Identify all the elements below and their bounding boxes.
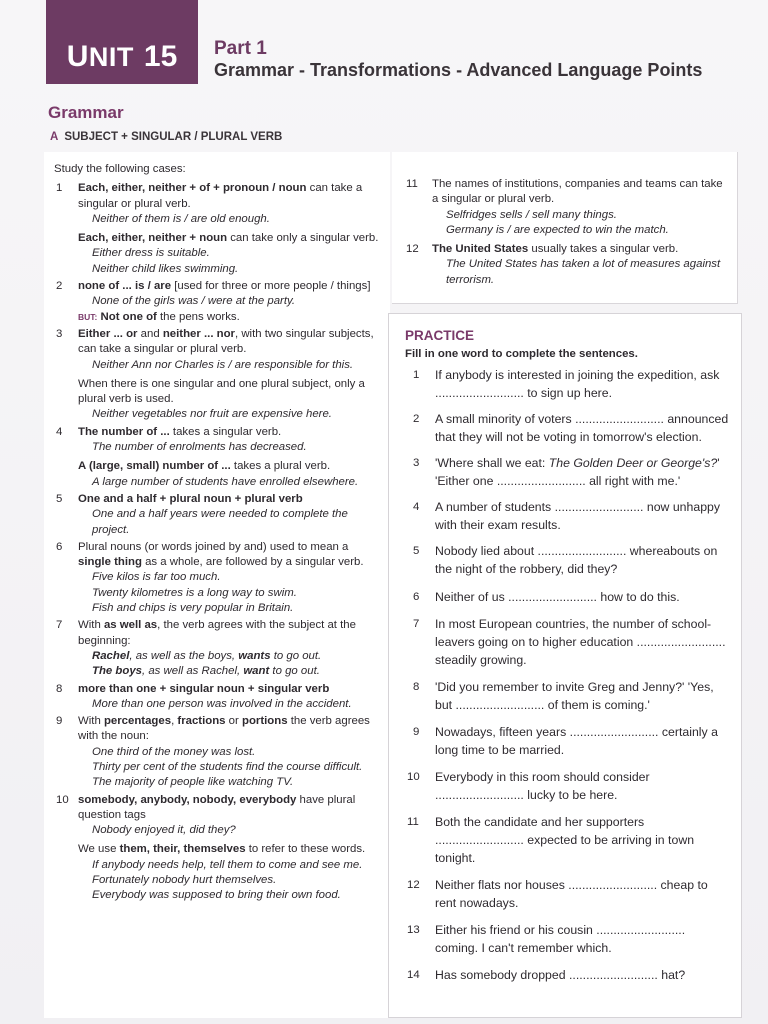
question-text: Neither of us .......................... how to do this.: [435, 590, 680, 604]
rule-4: [54, 425, 384, 490]
question-text: 'Did you remember to invite Greg and Jenny?' 'Yes, but .......................... of them is coming.': [435, 680, 714, 712]
rule-text: none of ... is / are [used for three or more people / things]: [78, 280, 371, 293]
rule-text: With as well as, the verb agrees with the subject at the beginning:: [78, 619, 356, 647]
question-text: Nobody lied about .......................... whereabouts on the night of the robbery, did they?: [435, 544, 718, 576]
practice-question: [405, 588, 729, 606]
rule-example: More than one person was involved in the accident.: [92, 697, 352, 710]
rule-example: The majority of people like watching TV.: [92, 776, 294, 789]
practice-instruction: Fill in one word to complete the sentences.: [405, 348, 638, 360]
practice-question: [405, 768, 729, 804]
rule-example: One and a half years were needed to complete the project.: [92, 508, 348, 536]
rule-example: The boys, as well as Rachel, want to go out.: [92, 665, 320, 678]
rule-3: [54, 327, 384, 423]
question-text: Neither flats nor houses .......................... cheap to rent nowadays.: [435, 878, 708, 910]
rule-7: [54, 618, 384, 679]
rule-number: 11: [406, 178, 418, 190]
question-text: Both the candidate and her supporters .......................... expected to be arriving in town tonight.: [435, 815, 695, 865]
rule-example: Everybody was supposed to bring their own food.: [92, 889, 341, 902]
rule-example: Neither of them is / are old enough.: [92, 212, 270, 225]
question-number: 2: [413, 413, 420, 425]
rule-6: [54, 540, 384, 616]
rule-example: Rachel, as well as the boys, wants to go out.: [92, 649, 322, 662]
rule-number: 10: [56, 793, 69, 806]
section-title: Grammar: [48, 103, 124, 122]
rule-example: Five kilos is far too much.: [92, 571, 221, 584]
practice-question: [405, 678, 729, 714]
unit-word: UNIT: [66, 40, 134, 73]
rule-text: Either ... or and neither ... nor, with two singular subjects, can take a singular or plural verb.: [78, 327, 374, 356]
rule-number: 4: [56, 425, 63, 438]
practice-question: [405, 966, 729, 984]
practice-question: [405, 410, 729, 446]
rule-but: BUT: Not one of the pens works.: [78, 310, 240, 323]
question-number: 12: [407, 879, 420, 891]
question-text: A small minority of voters .......................... announced that they will not be voting in tomorrow's election.: [435, 412, 729, 444]
question-number: 3: [413, 457, 420, 469]
question-number: 10: [407, 771, 420, 783]
question-number: 5: [413, 545, 420, 557]
rule-example: Selfridges sells / sell many things.: [446, 208, 617, 221]
rule-example: Either dress is suitable.: [92, 247, 210, 260]
rule-text: When there is one singular and one plural subject, only a plural verb is used.: [78, 377, 365, 406]
practice-question: [405, 921, 729, 957]
page-title: Grammar - Transformations - Advanced Language Points: [214, 60, 703, 80]
rule-text: The United States usually takes a singular verb.: [432, 243, 679, 256]
question-number: 14: [407, 969, 420, 981]
question-text: A number of students .......................... now unhappy with their exam results.: [435, 500, 721, 532]
subsection-letter: A: [50, 131, 59, 143]
question-number: 7: [413, 618, 420, 630]
rule-text: The number of ... takes a singular verb.: [78, 425, 282, 438]
question-number: 11: [407, 816, 419, 828]
rule-example: Twenty kilometres is a long way to swim.: [92, 586, 297, 599]
practice-question: [405, 454, 729, 490]
rule-example: Neither Ann nor Charles is / are responsible for this.: [92, 358, 354, 371]
rule-number: 7: [56, 619, 63, 632]
rule-example: If anybody needs help, tell them to come and see me.: [92, 858, 363, 871]
question-text: Everybody in this room should consider .......................... lucky to be here.: [435, 770, 650, 802]
rule-number: 5: [56, 492, 63, 505]
practice-question: [405, 813, 729, 867]
question-number: 1: [413, 369, 420, 381]
question-text: Either his friend or his cousin .......................... coming. I can't remember which.: [435, 923, 686, 955]
rule-number: 2: [56, 280, 63, 293]
question-text: 'Where shall we eat: The Golden Deer or George's?' 'Either one .......................... all right with me.': [435, 456, 720, 488]
part-label: Part 1: [214, 38, 267, 59]
rules-intro: Study the following cases:: [54, 163, 186, 175]
practice-box: [388, 313, 742, 1018]
rule-text: Each, either, neither + noun can take only a singular verb.: [78, 232, 379, 245]
subsection-heading: [50, 131, 282, 143]
question-text: Has somebody dropped .......................... hat?: [435, 968, 686, 982]
rule-example: The United States has taken a lot of measures against terrorism.: [446, 258, 721, 286]
question-number: 13: [407, 924, 420, 936]
rule-number: 12: [406, 243, 419, 256]
grammar-rules-right: [392, 152, 738, 304]
practice-question: [405, 366, 729, 402]
rule-10: [54, 793, 384, 904]
question-text: If anybody is interested in joining the expedition, ask .......................... to sign up here.: [435, 368, 720, 400]
rule-text: We use them, their, themselves to refer to these words.: [78, 843, 366, 856]
rule-8: [54, 682, 384, 713]
rule-text: more than one + singular noun + singular verb: [78, 682, 330, 695]
rule-text: One and a half + plural noun + plural verb: [78, 492, 303, 505]
rule-text: With percentages, fractions or portions the verb agrees with the noun:: [78, 715, 370, 743]
question-number: 8: [413, 681, 420, 693]
rule-number: 6: [56, 540, 63, 553]
question-number: 6: [413, 591, 420, 603]
rule-5: [54, 492, 384, 538]
rule-example: None of the girls was / were at the party.: [92, 295, 296, 308]
question-text: Nowadays, fifteen years .......................... certainly a long time to be married.: [435, 725, 718, 757]
practice-question: [405, 876, 729, 912]
rule-2: [54, 279, 384, 325]
rule-1: [54, 181, 384, 277]
question-number: 9: [413, 726, 420, 738]
rule-number: 8: [56, 682, 63, 695]
grammar-rules-left: [44, 152, 390, 1018]
unit-number: 15: [143, 40, 178, 73]
question-number: 4: [413, 501, 420, 513]
rule-text: Each, either, neither + of + pronoun / noun can take a singular or plural verb.: [78, 182, 363, 210]
practice-question: [405, 615, 729, 669]
practice-title: PRACTICE: [405, 328, 475, 343]
rule-example: Thirty per cent of the students find the course difficult.: [92, 760, 363, 773]
rule-text: A (large, small) number of ... takes a plural verb.: [78, 460, 331, 473]
rule-number: 1: [56, 182, 63, 195]
rule-example: Neither child likes swimming.: [92, 262, 239, 275]
rule-example: Nobody enjoyed it, did they?: [92, 824, 236, 837]
practice-question: [405, 542, 729, 578]
rule-example: The number of enrolments has decreased.: [92, 441, 307, 454]
practice-question: [405, 498, 729, 534]
practice-question: [405, 723, 729, 759]
rule-text: The names of institutions, companies and teams can take a singular or plural verb.: [432, 178, 723, 206]
question-text: In most European countries, the number of school-leavers going on to higher education .......................... steadily growing.: [435, 617, 726, 667]
rule-number: 9: [56, 715, 63, 728]
rule-example: Germany is / are expected to win the match.: [446, 223, 669, 236]
rule-example: Fish and chips is very popular in Britain.: [92, 602, 294, 615]
rule-example: Neither vegetables nor fruit are expensive here.: [92, 408, 332, 421]
rule-example: A large number of students have enrolled elsewhere.: [92, 475, 359, 488]
rule-text: somebody, anybody, nobody, everybody have plural question tags: [78, 793, 356, 821]
rule-number: 3: [56, 327, 63, 340]
rule-12: [404, 242, 729, 288]
unit-badge: [46, 0, 198, 84]
rule-text: Plural nouns (or words joined by and) used to mean a single thing as a whole, are followed by a singular verb.: [78, 540, 364, 569]
rule-11: [404, 177, 729, 238]
subsection-title: SUBJECT + SINGULAR / PLURAL VERB: [64, 131, 283, 143]
rule-9: [54, 714, 384, 790]
rule-example: Fortunately nobody hurt themselves.: [92, 874, 277, 887]
rule-example: One third of the money was lost.: [92, 745, 256, 758]
